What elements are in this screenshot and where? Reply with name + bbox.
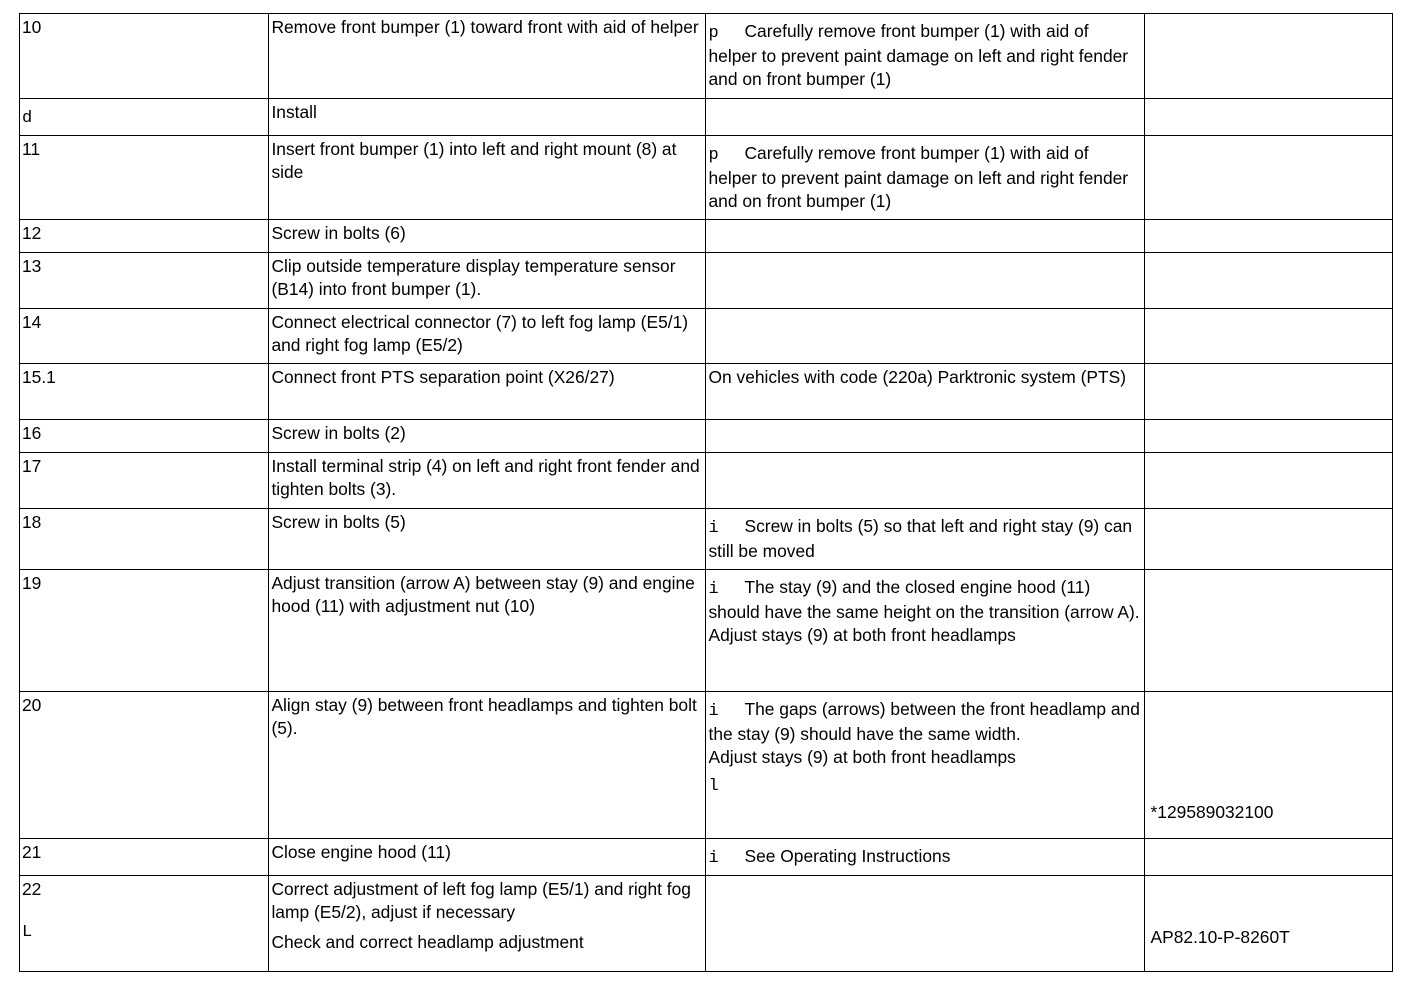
action-text: Connect front PTS separation point (X26/27) — [269, 364, 706, 420]
table-row — [20, 839, 1393, 876]
action-text — [269, 876, 706, 972]
note-text: The stay (9) and the closed engine hood (11) should have the same height on the transition (arrow A). — [708, 577, 1140, 622]
reference-cell — [1144, 839, 1392, 876]
note-text: Carefully remove front bumper (1) with aid of helper to prevent paint damage on left and right fender and on front bumper (1) — [708, 21, 1129, 89]
reference-cell — [1144, 136, 1392, 220]
step-number — [20, 876, 269, 972]
note-cell — [706, 839, 1144, 876]
reference-cell — [1144, 14, 1392, 99]
note-text-secondary: Adjust stays (9) at both front headlamps — [708, 625, 1016, 645]
table-row — [20, 570, 1393, 692]
note-cell — [706, 14, 1144, 99]
note-cell — [706, 220, 1144, 253]
table-row — [20, 509, 1393, 570]
step-number: 13 — [20, 253, 269, 309]
step-number: 14 — [20, 309, 269, 364]
reference-cell — [1144, 99, 1392, 136]
info-icon: i — [708, 702, 719, 721]
note-cell — [706, 509, 1144, 570]
action-text: Screw in bolts (2) — [269, 420, 706, 453]
action-text: Adjust transition (arrow A) between stay (9) and engine hood (11) with adjustment nut (10) — [269, 570, 706, 692]
step-number: 18 — [20, 509, 269, 570]
action-text-primary: Correct adjustment of left fog lamp (E5/1) and right fog lamp (E5/2), adjust if necessary — [271, 879, 691, 922]
step-number: 11 — [20, 136, 269, 220]
step-number: 16 — [20, 420, 269, 453]
table-row — [20, 136, 1393, 220]
table-row — [20, 220, 1393, 253]
info-icon: i — [708, 519, 719, 538]
note-text: On vehicles with code (220a) Parktronic system (PTS) — [706, 364, 1144, 420]
table-row — [20, 14, 1393, 99]
reference-cell — [1144, 253, 1392, 309]
info-icon: i — [708, 580, 719, 599]
step-number: 21 — [20, 839, 269, 876]
reference-cell — [1144, 570, 1392, 692]
step-number — [20, 99, 269, 136]
table-row — [20, 309, 1393, 364]
action-text: Clip outside temperature display temperature sensor (B14) into front bumper (1). — [269, 253, 706, 309]
table-row — [20, 453, 1393, 509]
note-text: The gaps (arrows) between the front headlamp and the stay (9) should have the same width. — [708, 699, 1140, 744]
reference-cell — [1144, 364, 1392, 420]
risk-icon: p — [708, 24, 719, 43]
spec-icon: l — [708, 777, 719, 796]
step-number: 12 — [20, 220, 269, 253]
reference-cell — [1144, 220, 1392, 253]
check-icon: L — [22, 923, 33, 942]
action-text: Screw in bolts (5) — [269, 509, 706, 570]
note-cell — [706, 99, 1144, 136]
reference-cell — [1144, 876, 1392, 972]
step-number: 15.1 — [20, 364, 269, 420]
risk-icon: p — [708, 146, 719, 165]
step-number: 20 — [20, 692, 269, 839]
note-cell — [706, 876, 1144, 972]
action-text: Install terminal strip (4) on left and right front fender and tighten bolts (3). — [269, 453, 706, 509]
reference-cell — [1144, 309, 1392, 364]
reference-cell — [1144, 420, 1392, 453]
step-number: 10 — [20, 14, 269, 99]
reference-cell — [1144, 692, 1392, 839]
note-cell — [706, 253, 1144, 309]
table-row — [20, 364, 1393, 420]
table-row — [20, 253, 1393, 309]
reference-number[interactable]: *129589032100 — [1150, 802, 1274, 822]
reference-cell — [1144, 509, 1392, 570]
action-text: Remove front bumper (1) toward front with aid of helper — [269, 14, 706, 99]
action-text: Close engine hood (11) — [269, 839, 706, 876]
note-text: Carefully remove front bumper (1) with aid of helper to prevent paint damage on left and right fender and on front bumper (1) — [708, 143, 1129, 211]
table-row — [20, 692, 1393, 839]
procedure-table — [19, 13, 1393, 972]
note-cell — [706, 420, 1144, 453]
note-cell — [706, 309, 1144, 364]
action-text: Insert front bumper (1) into left and right mount (8) at side — [269, 136, 706, 220]
note-cell — [706, 453, 1144, 509]
note-cell — [706, 692, 1144, 839]
action-text: Align stay (9) between front headlamps and tighten bolt (5). — [269, 692, 706, 839]
info-icon: i — [708, 849, 719, 868]
step-number-text: 22 — [22, 879, 42, 899]
reference-number[interactable]: AP82.10-P-8260T — [1150, 927, 1290, 947]
action-text: Connect electrical connector (7) to left fog lamp (E5/1) and right fog lamp (E5/2) — [269, 309, 706, 364]
table-row — [20, 99, 1393, 136]
table-row — [20, 420, 1393, 453]
action-text-secondary: Check and correct headlamp adjustment — [271, 932, 584, 952]
note-text: Screw in bolts (5) so that left and right stay (9) can still be moved — [708, 516, 1133, 561]
action-text: Screw in bolts (6) — [269, 220, 706, 253]
note-cell — [706, 136, 1144, 220]
table-row — [20, 876, 1393, 972]
note-text-secondary: Adjust stays (9) at both front headlamps — [708, 747, 1016, 767]
note-text: See Operating Instructions — [744, 846, 951, 866]
install-icon: d — [22, 109, 33, 128]
note-cell — [706, 570, 1144, 692]
step-number: 17 — [20, 453, 269, 509]
action-text: Install — [269, 99, 706, 136]
step-number: 19 — [20, 570, 269, 692]
reference-cell — [1144, 453, 1392, 509]
